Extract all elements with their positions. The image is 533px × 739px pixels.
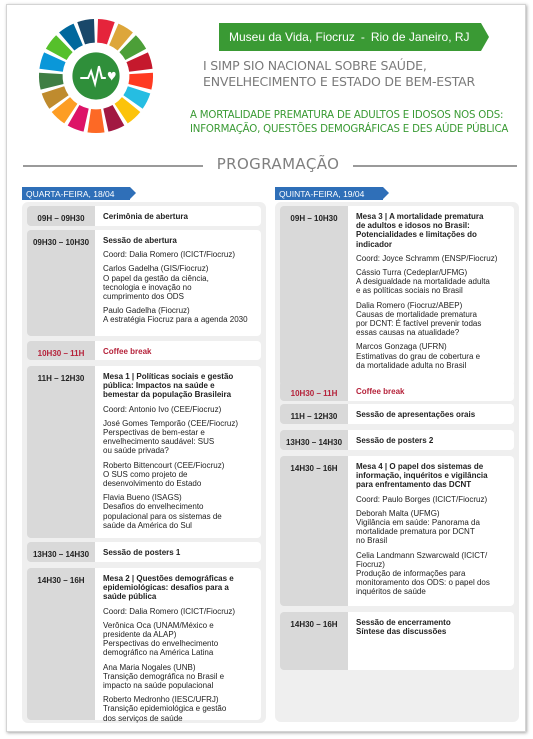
session-row (27, 366, 261, 538)
session-content (95, 341, 261, 360)
session-row (27, 230, 261, 336)
talk-title-line: monitoramento dos ODS: o papel dos (356, 578, 490, 588)
talk-title-line: por DCNT: É factível prevenir todas (356, 319, 482, 329)
talk-title-line: O SUS como projeto de (103, 469, 188, 479)
session-content (348, 381, 514, 401)
speaker-name: Carlos Gadelha (GIS/Fiocruz) (103, 264, 209, 274)
session-content (95, 366, 261, 538)
speaker-entry (103, 493, 255, 530)
speaker-name: Roberto Medronho (IESC/UFRJ) (103, 695, 219, 705)
session-time: 09H – 10H30 (280, 206, 348, 386)
speaker-entry (103, 663, 255, 691)
session-time: 13H30 – 14H30 (280, 430, 348, 450)
event-title-line2: ENVELHECIMENTO E ESTADO DE BEM-ESTAR (203, 74, 476, 89)
session-row (280, 612, 514, 670)
session-title: Coffee break (356, 387, 405, 396)
session-coordinator: Coord: Dalia Romero (ICICT/Fiocruz) (103, 250, 236, 260)
divider-right (353, 165, 517, 167)
session-time: 14H30 – 16H (280, 612, 348, 670)
banner-separator: - (360, 30, 365, 44)
talk-title-line: Vigilância em saúde: Panorama da (356, 518, 480, 528)
venue-banner (219, 23, 481, 51)
event-title-line1: I SIMP SIO NACIONAL SOBRE SAÚDE, (203, 58, 427, 73)
session-row (27, 568, 261, 723)
speaker-name: Celia Landmann Szwarcwald (ICICT/ (356, 550, 488, 560)
session-title: Cerimônia de abertura (103, 212, 188, 221)
talk-title-line: envelhecimento saudável: SUS (103, 437, 215, 447)
speaker-entry (103, 621, 255, 658)
session-row (280, 381, 514, 401)
speaker-name: Dalia Romero (Fiocruz/ABEP) (356, 300, 463, 310)
talk-title-line: dos serviços de saúde (103, 713, 183, 723)
session-row (280, 430, 514, 450)
talk-title-line: no Brasil (356, 536, 388, 546)
session-content (348, 206, 514, 386)
session-content (95, 230, 261, 336)
talk-title-line: saúde da América do Sul (103, 520, 192, 530)
day-label-thursday (275, 187, 383, 200)
session-title: Mesa 2 | Questões demográficas e (103, 574, 234, 583)
wheel-segment (87, 109, 104, 133)
talk-title-line: mortalidade prematura por DCNT (356, 527, 475, 537)
session-title: bemestar da população Brasileira (103, 390, 232, 400)
day-label-text: QUINTA-FEIRA, 19/04 (275, 187, 383, 200)
talk-title-line: Transição epidemiológica e gestão (103, 704, 227, 714)
talk-title-line: Perspectivas de bem-estar e (103, 428, 205, 438)
session-title: de adultos e idosos no Brasil: (356, 221, 470, 231)
session-row (27, 206, 261, 226)
speaker-name: Roberto Bittencourt (CEE/Fiocruz) (103, 460, 225, 470)
speaker-entry (356, 509, 508, 546)
session-title: saúde pública (103, 592, 157, 602)
event-title (203, 58, 503, 90)
talk-title-line: e as políticas sociais no Brasil (356, 286, 463, 296)
talk-title-line: Transição demográfica no Brasil e (103, 671, 225, 681)
event-subtitle-line2: INFORMAÇÃO, QUESTÕES DEMOGRÁFICAS E DES AÚDE PÚBLICA (190, 124, 509, 135)
venue-city: Rio de Janeiro, RJ (370, 30, 470, 44)
speaker-name: Deborah Malta (UFMG) (356, 508, 440, 518)
talk-title-line: cumprimento dos ODS (103, 292, 184, 302)
talk-title-line: impacto na saúde populacional (103, 681, 214, 691)
venue-name: Museu da Vida, Fiocruz (229, 30, 355, 44)
session-content (95, 568, 261, 723)
session-coordinator: Coord: Antonio Ivo (CEE/Fiocruz) (103, 404, 222, 414)
session-time: 09H – 09H30 (27, 206, 95, 226)
event-subtitle-line1: A MORTALIDADE PREMATURA DE ADULTOS E IDOSOS NOS ODS: (190, 110, 504, 121)
speaker-name: Marcos Gonzaga (UFRN) (356, 342, 447, 352)
session-title: Potencialidades e limitações do (356, 230, 477, 240)
talk-title-line: Fiocruz) (356, 559, 385, 569)
wheel-segment (128, 73, 153, 90)
session-content (95, 542, 261, 562)
talk-title-line: Perspectivas do envelhecimento (103, 639, 219, 649)
session-row (27, 542, 261, 562)
talk-title-line: desenvolvimento do Estado (103, 479, 202, 489)
session-title: Sessão de posters 2 (356, 436, 434, 445)
speaker-name: Cássio Turra (Cedeplar/UFMG) (356, 268, 468, 278)
talk-title-line: inquéritos de saúde (356, 587, 426, 597)
speaker-name: Flavia Bueno (ISAGS) (103, 493, 182, 503)
speaker-name: Verônica Oca (UNAM/México e (103, 620, 214, 630)
session-title: Mesa 1 | Políticas sociais e gestão (103, 372, 234, 381)
speaker-entry (103, 264, 255, 301)
talk-title-line: ou saúde privada? (103, 446, 169, 456)
session-content (348, 404, 514, 424)
talk-title-line: demográfico na América Latina (103, 648, 214, 658)
session-title: Mesa 4 | O papel dos sistemas de (356, 462, 484, 471)
session-time: 10H30 – 11H (27, 341, 95, 360)
speaker-entry (356, 551, 508, 597)
day-label-wednesday (22, 187, 130, 200)
day-label-text: QUARTA-FEIRA, 18/04 (22, 187, 130, 200)
session-time: 14H30 – 16H (280, 456, 348, 606)
session-title: pública: Impactos na saúde e (103, 381, 215, 391)
session-title: indicador (356, 239, 393, 249)
speaker-entry (103, 461, 255, 489)
session-time: 13H30 – 14H30 (27, 542, 95, 562)
speaker-entry (103, 695, 255, 723)
session-coordinator: Coord: Joyce Schramm (ENSP/Fiocruz) (356, 253, 498, 263)
wheel-segment (39, 73, 64, 90)
session-time: 11H – 12H30 (27, 366, 95, 538)
session-title: Sessão de apresentações orais (356, 410, 476, 419)
session-content (348, 430, 514, 450)
talk-title-line: da mortalidade adulta no Brasil (356, 360, 467, 370)
speaker-name: Paulo Gadelha (Fiocruz) (103, 306, 190, 316)
program-poster (6, 4, 526, 732)
talk-title-line: Estimativas do grau de cobertura e (356, 351, 481, 361)
speaker-entry (356, 342, 508, 370)
talk-title-line: populacional para os sistemas de (103, 511, 222, 521)
talk-title-line: presidente da ALAP) (103, 630, 177, 640)
event-subtitle (190, 109, 524, 137)
session-title: Sessão de encerramento (356, 618, 451, 627)
session-time: 14H30 – 16H (27, 568, 95, 720)
talk-title-line: A estratégia Fiocruz para a agenda 2030 (103, 315, 248, 325)
talk-title-line: A desigualdade na mortalidade adulta (356, 277, 490, 287)
session-title: Sessão de posters 1 (103, 548, 181, 557)
sdg-wheel-logo (37, 17, 155, 135)
speaker-name: José Gomes Temporão (CEE/Fiocruz) (103, 418, 239, 428)
session-time: 11H – 12H30 (280, 404, 348, 424)
session-coordinator: Coord: Dalia Romero (ICICT/Fiocruz) (103, 606, 236, 616)
session-title: informação, inquéritos e vigilância (356, 471, 488, 481)
speaker-entry (103, 419, 255, 456)
talk-title-line: Desafios do envelhecimento (103, 502, 204, 512)
talk-title-line: O papel da gestão da ciência, (103, 273, 209, 283)
session-time: 09H30 – 10H30 (27, 230, 95, 336)
session-title: para enfrentamento das DCNT (356, 480, 472, 490)
session-content (95, 206, 261, 226)
session-title: Coffee break (103, 347, 152, 356)
speaker-name: Ana Maria Nogales (UNB) (103, 662, 196, 672)
session-time: 10H30 – 11H (280, 381, 348, 401)
talk-title-line: tecnologia e inovação no (103, 282, 192, 292)
session-content (348, 456, 514, 606)
talk-title-line: Causas de mortalidade prematura (356, 309, 477, 319)
programacao-heading: PROGRAMAÇÃO (216, 155, 340, 173)
talk-title-line: Produção de informações para (356, 569, 466, 579)
session-title: Sessão de abertura (103, 236, 177, 245)
session-row (280, 206, 514, 386)
session-title: epidemiológicas: desafios para a (103, 583, 229, 593)
speaker-entry (356, 301, 508, 338)
session-title: Síntese das discussões (356, 627, 447, 637)
talk-title-line: essas causas na atualidade? (356, 328, 460, 338)
divider-left (23, 165, 203, 167)
session-row (280, 456, 514, 606)
session-row (280, 404, 514, 424)
session-coordinator: Coord: Paulo Borges (ICICT/Fiocruz) (356, 494, 488, 504)
session-content (348, 612, 514, 670)
session-row (27, 341, 261, 360)
speaker-entry (356, 268, 508, 296)
session-title: Mesa 3 | A mortalidade prematura (356, 212, 484, 221)
speaker-entry (103, 306, 255, 324)
